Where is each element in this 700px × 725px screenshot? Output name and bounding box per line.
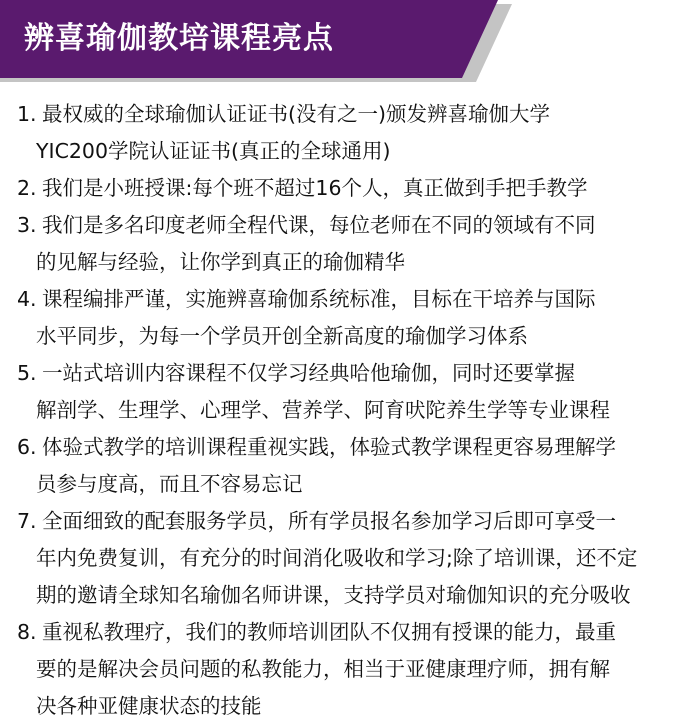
list-item	[0, 614, 700, 725]
item-number: 7.	[17, 509, 37, 533]
item-text-line: 年内免费复训，有充分的时间消化吸收和学习;除了培训课，还不定	[36, 546, 638, 570]
item-text-line: 最权威的全球瑜伽认证证书(没有之一)颁发辨喜瑜伽大学	[42, 102, 550, 126]
item-text-line: 课程编排严谨，实施辨喜瑜伽系统标准，目标在干培养与国际	[42, 287, 596, 311]
list-item	[0, 170, 700, 207]
item-number: 2.	[17, 176, 37, 200]
item-text-line: 员参与度高，而且不容易忘记	[36, 472, 303, 496]
item-number: 5.	[17, 361, 37, 385]
item-text-line: 全面细致的配套服务学员，所有学员报名参加学习后即可享受一	[42, 509, 616, 533]
list-item	[0, 281, 700, 355]
list-item	[0, 355, 700, 429]
item-text-line: 我们是小班授课:每个班不超过16个人，真正做到手把手教学	[42, 176, 588, 200]
item-text-line: 决各种亚健康状态的技能	[36, 694, 262, 718]
list-item	[0, 429, 700, 503]
item-number: 3.	[17, 213, 37, 237]
item-text-line: 我们是多名印度老师全程代课，每位老师在不同的领域有不同	[42, 213, 596, 237]
highlights-list	[0, 96, 700, 725]
item-number: 8.	[17, 620, 37, 644]
item-number: 6.	[17, 435, 37, 459]
list-item	[0, 207, 700, 281]
item-text-line: 期的邀请全球知名瑜伽名师讲课，支持学员对瑜伽知识的充分吸收	[36, 583, 631, 607]
item-text-line: 体验式教学的培训课程重视实践，体验式教学课程更容易理解学	[42, 435, 616, 459]
item-text-line: 的见解与经验，让你学到真正的瑜伽精华	[36, 250, 405, 274]
item-text-line: 重视私教理疗，我们的教师培训团队不仅拥有授课的能力，最重	[42, 620, 616, 644]
item-number: 4.	[17, 287, 37, 311]
item-text-line: 水平同步，为每一个学员开创全新高度的瑜伽学习体系	[36, 324, 528, 348]
item-number: 1.	[17, 102, 37, 126]
header-banner	[0, 0, 700, 82]
item-text-line: 解剖学、生理学、心理学、营养学、阿育吠陀养生学等专业课程	[36, 398, 610, 422]
list-item	[0, 96, 700, 170]
item-text-line: YIC200学院认证证书(真正的全球通用)	[36, 139, 391, 163]
page-title: 辨喜瑜伽教培课程亮点	[24, 21, 334, 56]
item-text-line: 要的是解决会员问题的私教能力，相当于亚健康理疗师，拥有解	[36, 657, 610, 681]
list-item	[0, 503, 700, 614]
item-text-line: 一站式培训内容课程不仅学习经典哈他瑜伽，同时还要掌握	[42, 361, 575, 385]
